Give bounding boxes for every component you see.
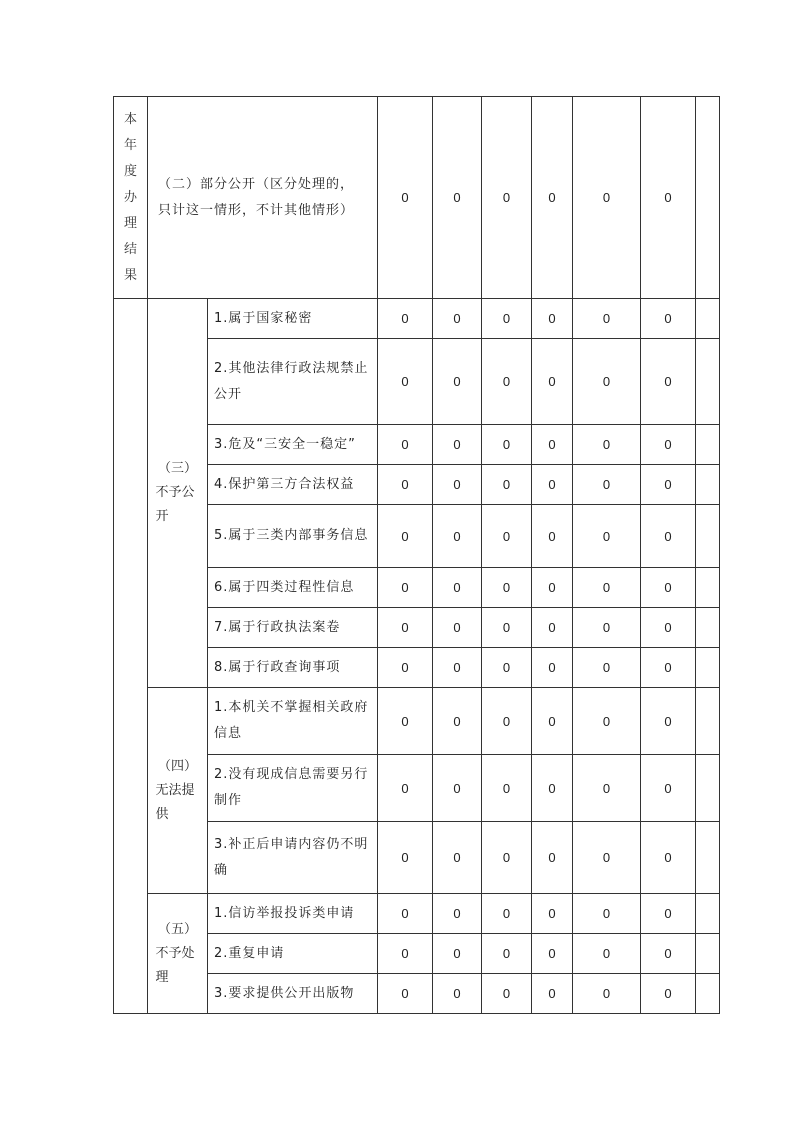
value-cell (696, 568, 720, 608)
value-cell: 0 (482, 648, 532, 688)
value-cell: 0 (532, 974, 573, 1014)
group-label-text: 无法提供 (155, 782, 195, 822)
value-cell: 0 (433, 894, 482, 934)
item-label: 1.属于国家秘密 (208, 299, 378, 339)
value-cell: 0 (641, 568, 696, 608)
section-label: 本年度办理结果 (123, 111, 137, 283)
value-cell: 0 (641, 97, 696, 299)
value-cell: 0 (532, 688, 573, 755)
value-cell: 0 (378, 755, 433, 822)
value-cell: 0 (532, 465, 573, 505)
value-cell: 0 (433, 505, 482, 568)
group-label-cell (148, 299, 208, 688)
value-cell: 0 (641, 299, 696, 339)
value-cell: 0 (573, 755, 641, 822)
value-cell: 0 (433, 822, 482, 894)
value-cell: 0 (573, 934, 641, 974)
value-cell: 0 (532, 822, 573, 894)
item-label: 3.要求提供公开出版物 (208, 974, 378, 1014)
group-label-cell (148, 894, 208, 1014)
value-cell: 0 (433, 339, 482, 425)
value-cell: 0 (573, 608, 641, 648)
value-cell (696, 425, 720, 465)
value-cell: 0 (433, 425, 482, 465)
item-label: 2.其他法律行政法规禁止公开 (208, 339, 378, 425)
value-cell: 0 (573, 688, 641, 755)
value-cell: 0 (532, 505, 573, 568)
value-cell: 0 (378, 934, 433, 974)
value-cell: 0 (532, 425, 573, 465)
value-cell (696, 339, 720, 425)
item-label: 5.属于三类内部事务信息 (208, 505, 378, 568)
value-cell: 0 (641, 505, 696, 568)
value-cell: 0 (378, 974, 433, 1014)
group-label-text: 不予公开 (155, 485, 195, 524)
value-cell (696, 465, 720, 505)
value-cell: 0 (378, 299, 433, 339)
value-cell: 0 (378, 465, 433, 505)
value-cell (696, 505, 720, 568)
item-label: 3.补正后申请内容仍不明确 (208, 822, 378, 894)
value-cell: 0 (641, 894, 696, 934)
disclosure-results-table (113, 96, 720, 1014)
item-label: 4.保护第三方合法权益 (208, 465, 378, 505)
table-row (114, 688, 720, 755)
value-cell: 0 (532, 97, 573, 299)
value-cell (696, 299, 720, 339)
table-row (114, 894, 720, 934)
item-label: 1.本机关不掌握相关政府信息 (208, 688, 378, 755)
value-cell: 0 (482, 568, 532, 608)
table-row (114, 299, 720, 339)
item-label: 3.危及“三安全一稳定” (208, 425, 378, 465)
value-cell: 0 (433, 97, 482, 299)
group-label-number: （四） (157, 758, 197, 774)
value-cell: 0 (573, 822, 641, 894)
partial-open-label: （二）部分公开（区分处理的，只计这一情形，不计其他情形） (148, 97, 378, 299)
item-label: 8.属于行政查询事项 (208, 648, 378, 688)
value-cell: 0 (482, 465, 532, 505)
value-cell: 0 (532, 339, 573, 425)
value-cell: 0 (378, 97, 433, 299)
value-cell: 0 (573, 339, 641, 425)
value-cell: 0 (378, 608, 433, 648)
value-cell: 0 (482, 608, 532, 648)
value-cell: 0 (532, 755, 573, 822)
value-cell: 0 (378, 425, 433, 465)
value-cell: 0 (433, 934, 482, 974)
value-cell (696, 894, 720, 934)
value-cell: 0 (378, 568, 433, 608)
value-cell: 0 (532, 608, 573, 648)
value-cell: 0 (433, 648, 482, 688)
value-cell: 0 (641, 465, 696, 505)
value-cell: 0 (573, 974, 641, 1014)
value-cell: 0 (532, 648, 573, 688)
value-cell: 0 (482, 822, 532, 894)
value-cell (696, 648, 720, 688)
item-label: 6.属于四类过程性信息 (208, 568, 378, 608)
value-cell: 0 (482, 974, 532, 1014)
section-label-continuation (114, 299, 148, 1014)
value-cell: 0 (573, 505, 641, 568)
value-cell: 0 (573, 97, 641, 299)
value-cell: 0 (641, 822, 696, 894)
value-cell: 0 (532, 894, 573, 934)
value-cell (696, 97, 720, 299)
value-cell: 0 (433, 755, 482, 822)
value-cell: 0 (482, 688, 532, 755)
value-cell: 0 (532, 568, 573, 608)
value-cell: 0 (378, 648, 433, 688)
value-cell: 0 (378, 505, 433, 568)
group-label-cell (148, 688, 208, 894)
value-cell: 0 (378, 822, 433, 894)
value-cell: 0 (378, 688, 433, 755)
value-cell: 0 (641, 934, 696, 974)
value-cell: 0 (433, 974, 482, 1014)
value-cell (696, 934, 720, 974)
item-label: 1.信访举报投诉类申请 (208, 894, 378, 934)
value-cell: 0 (433, 299, 482, 339)
value-cell: 0 (482, 934, 532, 974)
item-label: 7.属于行政执法案卷 (208, 608, 378, 648)
value-cell: 0 (532, 934, 573, 974)
value-cell: 0 (641, 688, 696, 755)
value-cell: 0 (641, 755, 696, 822)
value-cell: 0 (482, 339, 532, 425)
value-cell: 0 (573, 648, 641, 688)
value-cell: 0 (482, 894, 532, 934)
partial-open-row (114, 97, 720, 299)
group-label-text: 不予处理 (155, 945, 195, 985)
value-cell: 0 (573, 465, 641, 505)
value-cell: 0 (433, 568, 482, 608)
value-cell: 0 (573, 425, 641, 465)
value-cell: 0 (482, 755, 532, 822)
value-cell (696, 974, 720, 1014)
value-cell (696, 688, 720, 755)
value-cell: 0 (482, 505, 532, 568)
section-label-cell (114, 97, 148, 299)
value-cell: 0 (641, 425, 696, 465)
value-cell: 0 (573, 568, 641, 608)
value-cell: 0 (641, 339, 696, 425)
value-cell: 0 (641, 974, 696, 1014)
value-cell (696, 608, 720, 648)
item-label: 2.重复申请 (208, 934, 378, 974)
value-cell: 0 (482, 425, 532, 465)
value-cell: 0 (482, 299, 532, 339)
value-cell: 0 (378, 339, 433, 425)
value-cell (696, 755, 720, 822)
group-label-number: （三） (157, 461, 197, 476)
group-label-number: （五） (157, 921, 197, 937)
value-cell: 0 (433, 688, 482, 755)
value-cell: 0 (641, 648, 696, 688)
value-cell: 0 (378, 894, 433, 934)
value-cell: 0 (482, 97, 532, 299)
value-cell: 0 (433, 465, 482, 505)
value-cell: 0 (532, 299, 573, 339)
value-cell: 0 (433, 608, 482, 648)
value-cell: 0 (573, 894, 641, 934)
value-cell: 0 (641, 608, 696, 648)
item-label: 2.没有现成信息需要另行制作 (208, 755, 378, 822)
value-cell (696, 822, 720, 894)
value-cell: 0 (573, 299, 641, 339)
